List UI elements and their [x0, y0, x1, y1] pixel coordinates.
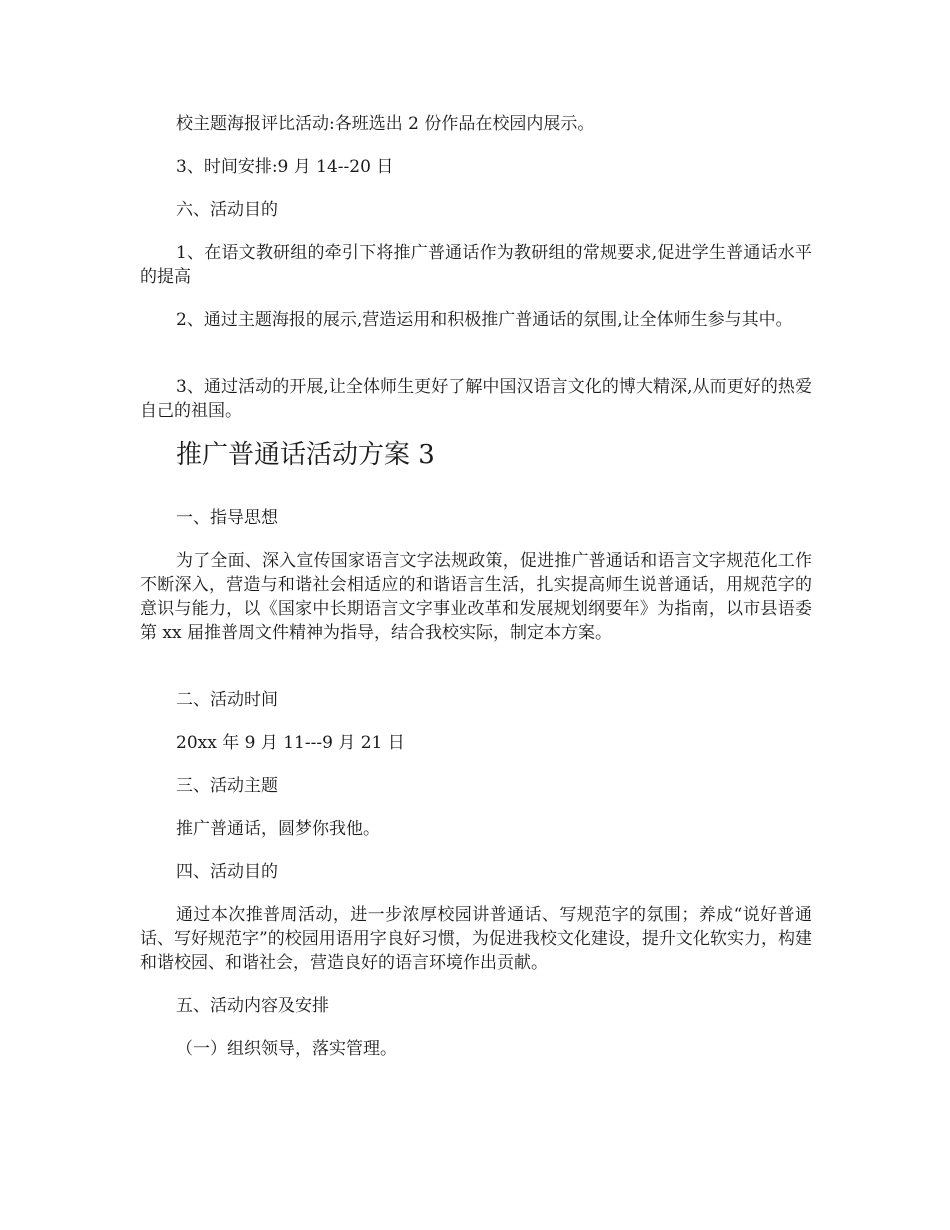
- section-heading: 三、活动主题: [176, 776, 278, 796]
- paragraph: 校主题海报评比活动:各班选出 2 份作品在校园内展示。: [176, 114, 595, 134]
- paragraph: 通过本次推普周活动，进一步浓厚校园讲普通话、写规范字的氛围；养成“说好普通话、写好规范字”的校园用语用字良好习惯，为促进我校文化建设，提升文化软实力，构建和谐校园、和谐社会，营造良好的语言环境作出贡献。: [140, 905, 812, 973]
- paragraph: （一）组织领导，落实管理。: [176, 1039, 397, 1059]
- paragraph: 3、时间安排:9 月 14--20 日: [176, 157, 394, 177]
- paragraph: 为了全面、深入宣传国家语言文字法规政策，促进推广普通话和语言文字规范化工作不断深入，营造与和谐社会相适应的和谐语言生活，扎实提高师生说普通话，用规范字的意识与能力，以《国家中长期语言文字事业改革和发展规划纲要年》为指南，以市县语委第 xx 届推普周文件精神为指导，结合我校实际，制定本方案。: [140, 551, 812, 643]
- document-title: 推广普通话活动方案 3: [176, 440, 435, 470]
- paragraph: 3、通过活动的开展,让全体师生更好了解中国汉语言文化的博大精深,从而更好的热爱自己的祖国。: [140, 377, 812, 421]
- paragraph: 推广普通话，圆梦你我他。: [176, 819, 380, 839]
- section-heading: 四、活动目的: [176, 862, 278, 882]
- paragraph: 20xx 年 9 月 11---9 月 21 日: [176, 733, 405, 753]
- section-heading: 一、指导思想: [176, 508, 278, 528]
- paragraph: 1、在语文教研组的牵引下将推广普通话作为教研组的常规要求,促进学生普通话水平的提高: [140, 243, 812, 287]
- paragraph: 2、通过主题海报的展示,营造运用和积极推广普通话的氛围,让全体师生参与其中。: [176, 310, 793, 330]
- section-heading: 二、活动时间: [176, 690, 278, 710]
- section-heading: 六、活动目的: [176, 200, 278, 220]
- section-heading: 五、活动内容及安排: [176, 996, 329, 1016]
